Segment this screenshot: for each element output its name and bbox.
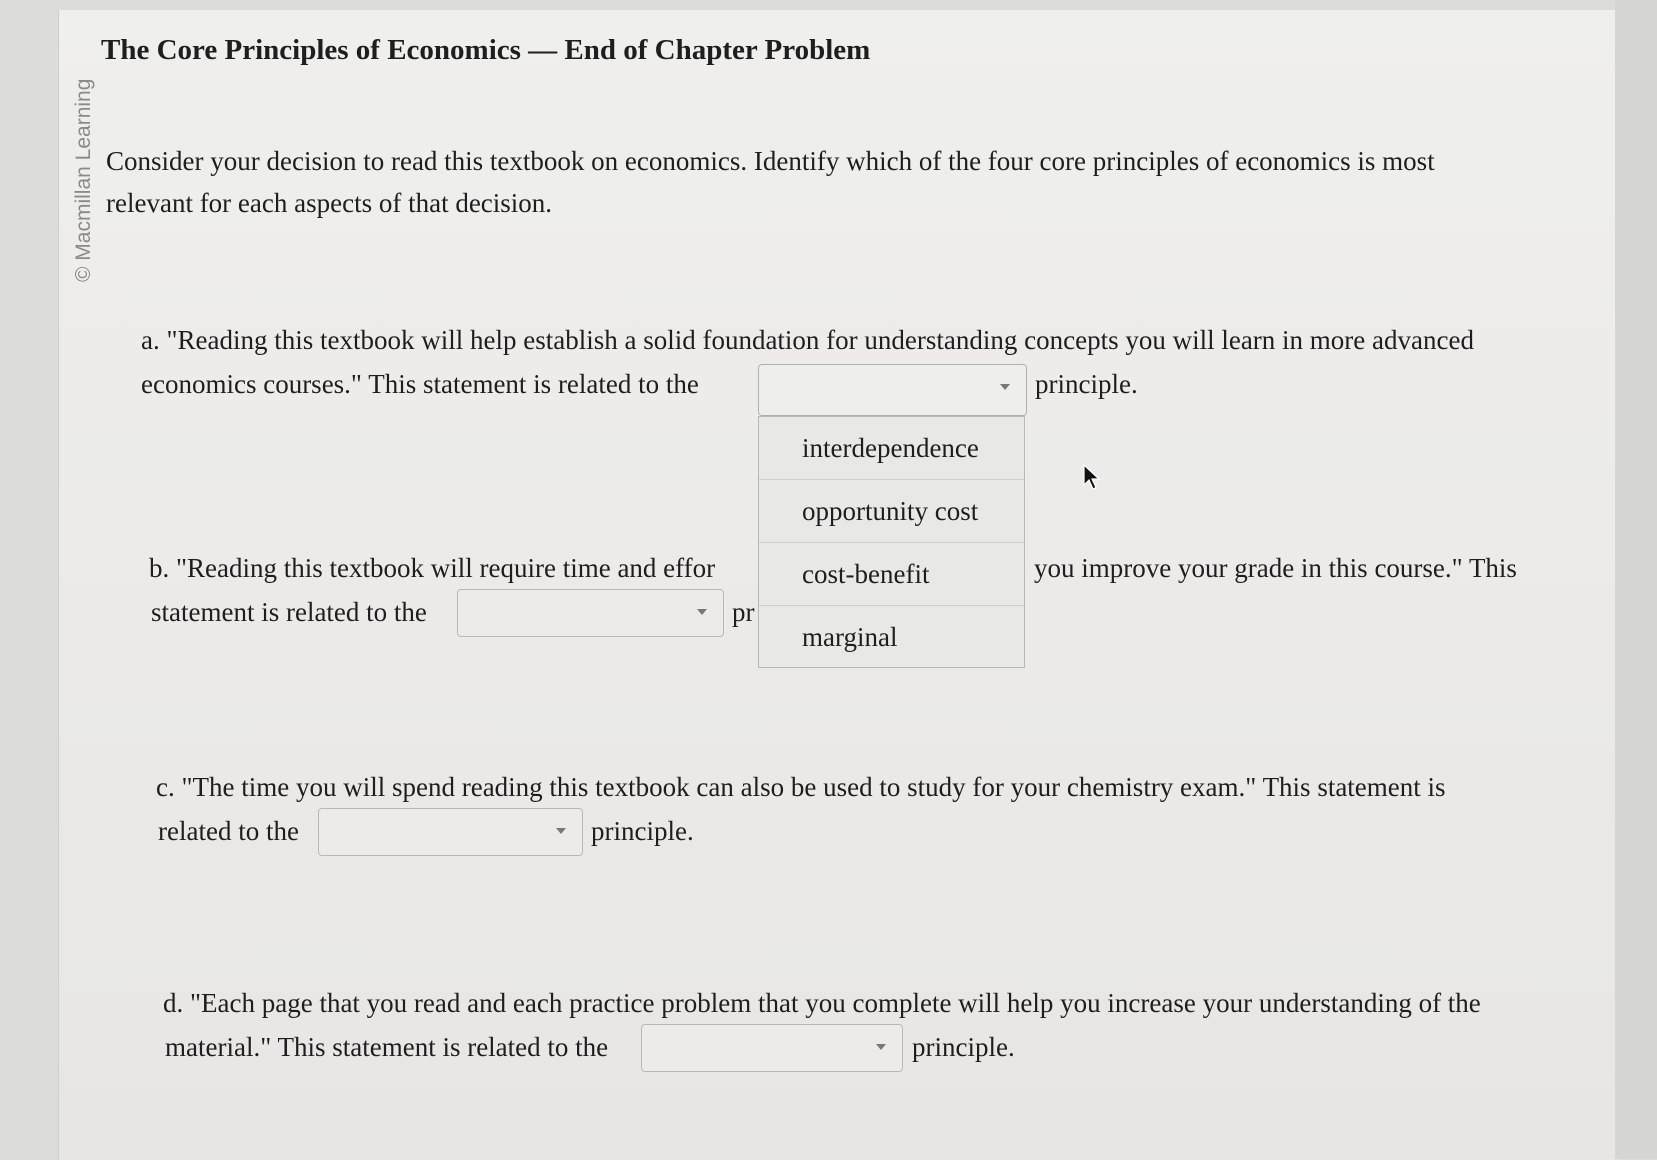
question-d-select[interactable] (641, 1024, 903, 1072)
intro-line-1: Consider your decision to read this textbook on economics. Identify which of the four core principles of economics is most (106, 146, 1435, 176)
question-c-after: principle. (591, 816, 694, 846)
question-b-line-1-left: b. "Reading this textbook will require time and effor (149, 553, 716, 583)
question-d-line-2: material." This statement is related to the (165, 1032, 609, 1062)
chevron-down-icon (556, 828, 566, 834)
option-cost-benefit[interactable]: cost-benefit (759, 543, 1024, 606)
question-d-line-1: d. "Each page that you read and each practice problem that you complete will help you increase your understanding of the (163, 988, 1481, 1018)
option-interdependence[interactable]: interdependence (759, 417, 1024, 480)
question-d-after: principle. (912, 1032, 1015, 1062)
option-marginal[interactable]: marginal (802, 622, 898, 652)
intro-line-2: relevant for each aspects of that decision. (106, 188, 553, 218)
option-opportunity-cost[interactable]: opportunity cost (759, 480, 1024, 543)
page-title: The Core Principles of Economics — End of Chapter Problem (101, 34, 871, 66)
question-a-line-2: economics courses." This statement is related to the (141, 369, 699, 399)
question-b-line-2: statement is related to the (151, 597, 427, 627)
principle-dropdown-list (758, 416, 1025, 668)
mouse-pointer-icon (1082, 464, 1102, 492)
question-a-select[interactable] (758, 364, 1027, 416)
question-b-line-1-right: you improve your grade in this course." This (1034, 553, 1517, 583)
question-b-after-partial: pr (732, 597, 755, 627)
question-a-after: principle. (1035, 369, 1138, 399)
question-c-line-1: c. "The time you will spend reading this textbook can also be used to study for your chemistry exam." This statement is (156, 772, 1446, 802)
chevron-down-icon (876, 1044, 886, 1050)
chevron-down-icon (697, 609, 707, 615)
question-b-select[interactable] (457, 589, 724, 637)
question-c-select[interactable] (318, 808, 583, 856)
question-c-line-2: related to the (158, 816, 299, 846)
question-a-line-1: a. "Reading this textbook will help establish a solid foundation for understanding concepts you will learn in more advanced (141, 325, 1474, 355)
copyright-watermark: © Macmillan Learning (72, 78, 95, 282)
chevron-down-icon (1000, 384, 1010, 390)
screen-edge (1615, 0, 1657, 1159)
